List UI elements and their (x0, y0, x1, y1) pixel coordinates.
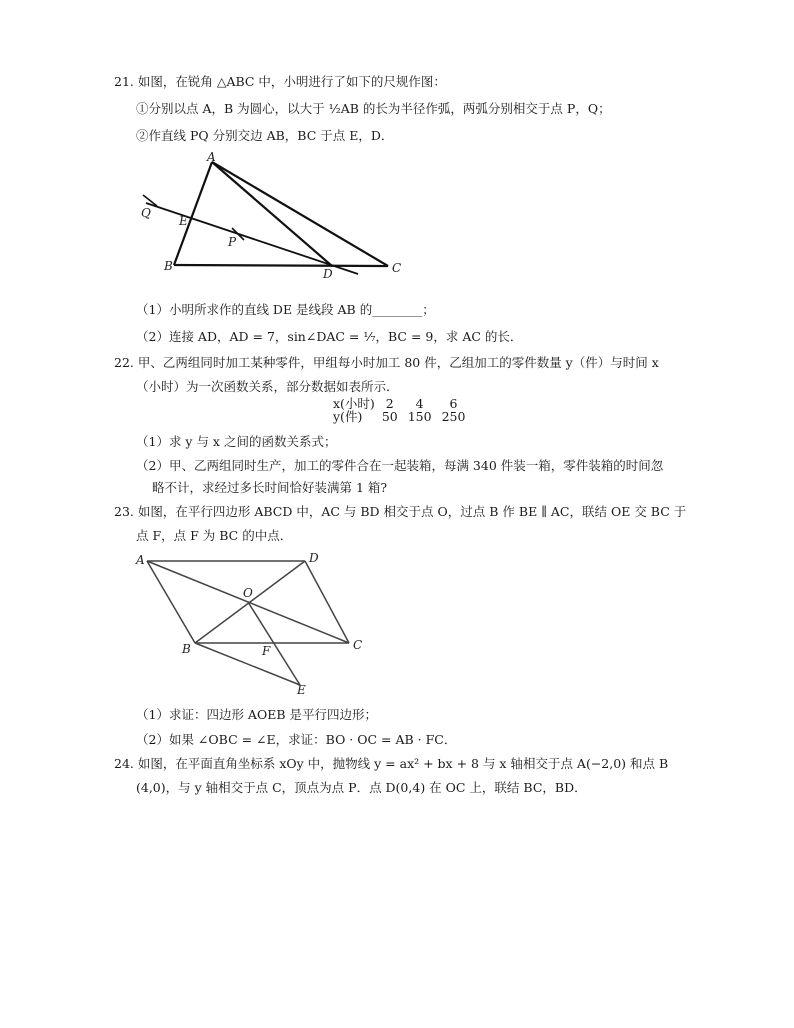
table-cell: 50 (381, 409, 398, 424)
q23-figure (135, 548, 375, 698)
q23-line1: 23. 如图，在平行四边形 ABCD 中，AC 与 BD 相交于点 O，过点 B 作 BE ∥ AC，联结 OE 交 BC 于 (114, 504, 687, 519)
q21-label-c: C (392, 261, 402, 275)
table-cell: 2 (385, 396, 394, 411)
q21-step2: ②作直线 PQ 分别交边 AB，BC 于点 E，D． (136, 128, 394, 143)
q23-line2: 点 F，点 F 为 BC 的中点． (136, 528, 293, 543)
q23-label-c: C (353, 638, 363, 652)
q23-label-f: F (262, 644, 271, 658)
table-row-x-label: x(小时) (333, 396, 375, 411)
q23-sub1: （1）求证：四边形 AOEB 是平行四边形； (136, 707, 377, 722)
q21-label-p: P (228, 235, 237, 249)
q22-sub2-line1: （2）甲、乙两组同时生产，加工的零件合在一起装箱，每满 340 件装一箱，零件装箱的时间忽 (136, 458, 664, 473)
table-row-y-label: y(件) (333, 409, 363, 424)
q21-line-pq (146, 203, 358, 274)
q22-sub1: （1）求 y 与 x 之间的函数关系式； (136, 434, 337, 449)
q23-label-e: E (297, 683, 306, 697)
q24-line2: (4,0)，与 y 轴相交于点 C，顶点为点 P．点 D(0,4) 在 OC 上，联结 BC，BD． (136, 780, 587, 795)
q23-label-a: A (136, 553, 145, 567)
table-cell: 250 (441, 409, 466, 424)
q21-step1: ①分别以点 A，B 为圆心，以大于 ½AB 的长为半径作弧，两弧分别相交于点 P，Q； (136, 101, 611, 116)
q23-segment-be (195, 643, 300, 685)
table-row (328, 410, 470, 423)
q21-sub1: （1）小明所求作的直线 DE 是线段 AB 的________； (136, 302, 435, 317)
table-cell: 150 (407, 409, 432, 424)
q23-label-o: O (243, 586, 253, 600)
q22-line2: （小时）为一次函数关系，部分数据如表所示． (136, 379, 399, 394)
q21-label-a: A (207, 150, 216, 164)
q23-label-b: B (182, 642, 191, 656)
q24-line1: 24. 如图，在平面直角坐标系 xOy 中，抛物线 y = ax² + bx + 8 与 x 轴相交于点 A(−2,0) 和点 B (114, 756, 669, 771)
table-cell: 6 (449, 396, 458, 411)
q21-figure (138, 148, 408, 280)
table-cell: 4 (415, 396, 424, 411)
q22-sub2-line2: 略不计，求经过多长时间恰好装满第 1 箱? (152, 480, 388, 495)
q23-segment-bd (195, 561, 305, 643)
q22-data-table (328, 397, 470, 423)
q23-sub2: （2）如果 ∠OBC = ∠E，求证：BO · OC = AB · FC． (136, 732, 457, 747)
q21-sub2: （2）连接 AD，AD = 7，sin∠DAC = ⅐，BC = 9，求 AC 的长． (136, 329, 523, 344)
q21-label-b: B (164, 259, 173, 273)
q23-segment-ba (147, 561, 195, 643)
q21-intro: 21. 如图，在锐角 △ABC 中，小明进行了如下的尺规作图： (114, 74, 446, 89)
q21-label-d: D (323, 267, 333, 280)
q21-label-q: Q (141, 206, 151, 220)
q23-label-d: D (309, 551, 319, 565)
q21-segment-bc (174, 265, 388, 266)
q23-segment-dc (305, 561, 349, 643)
q22-line1: 22. 甲、乙两组同时加工某种零件，甲组每小时加工 80 件，乙组加工的零件数量 y（件）与时间 x (114, 355, 659, 370)
q21-segment-ac (212, 162, 388, 266)
q21-label-e: E (179, 214, 188, 228)
q21-segment-ad (212, 162, 332, 266)
